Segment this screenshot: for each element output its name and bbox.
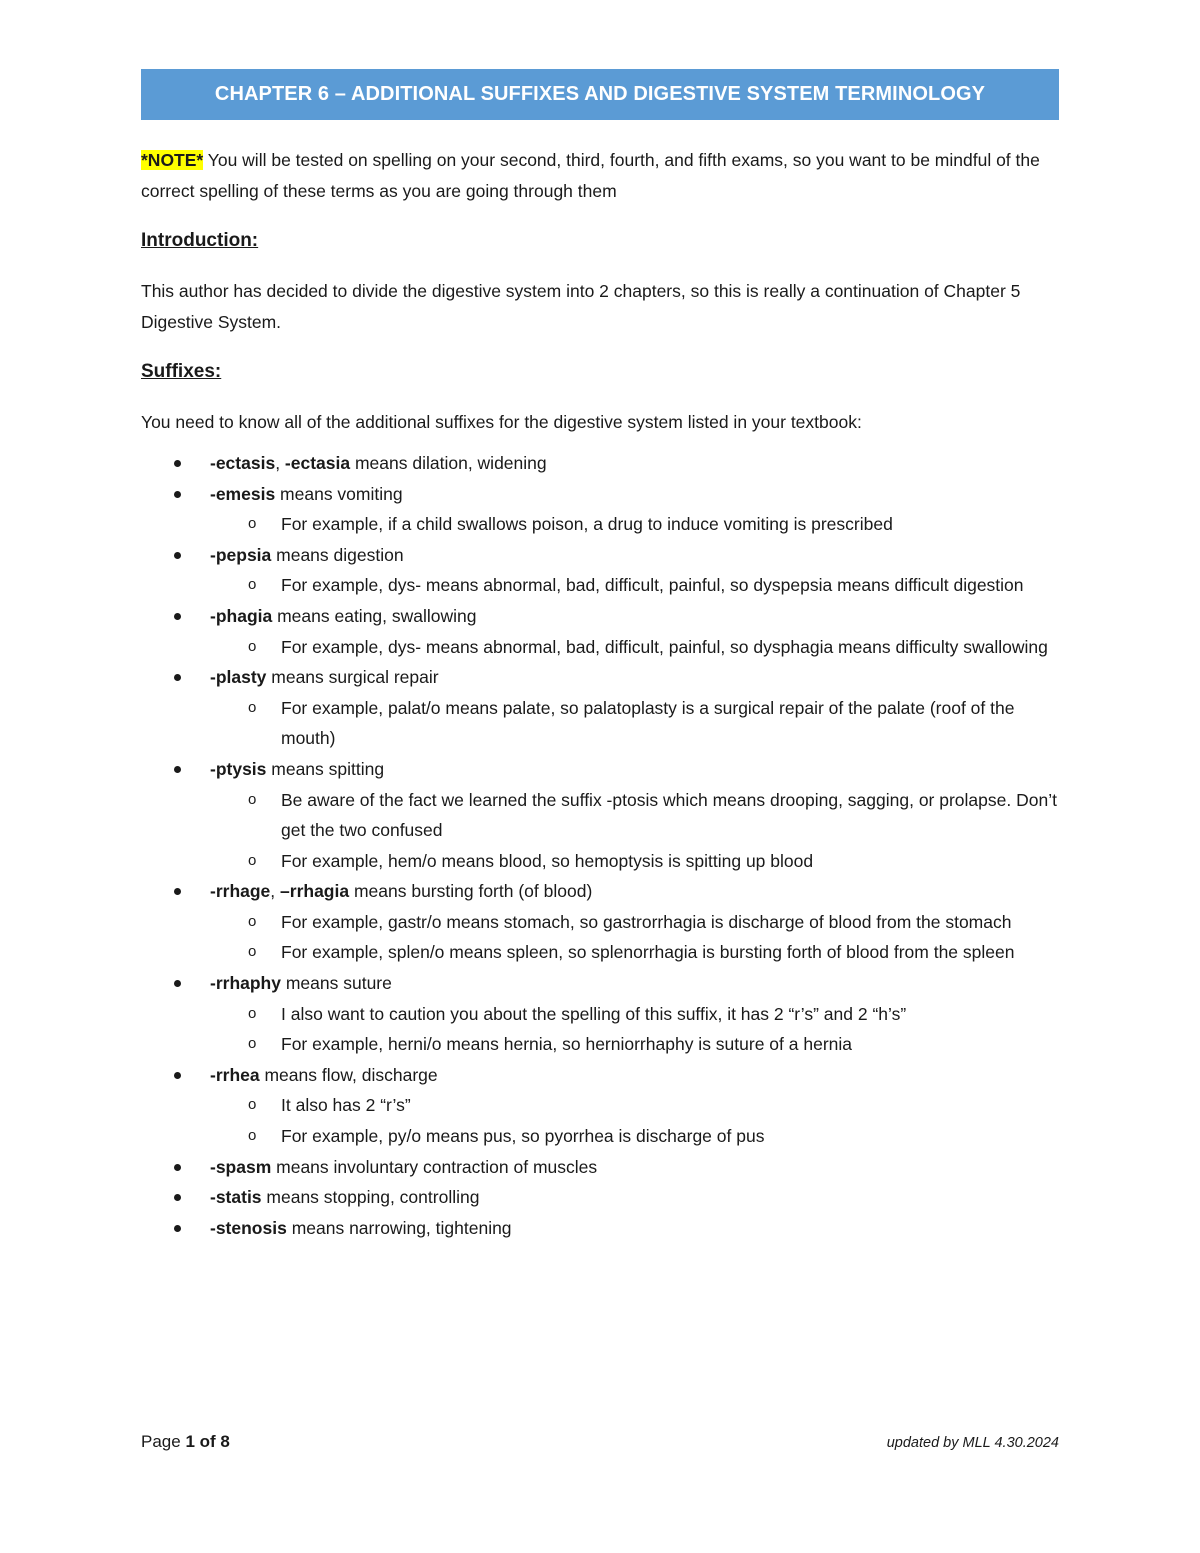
example-item [209, 693, 1059, 754]
suffix-term: -ectasis [210, 452, 276, 473]
document-body [141, 145, 1059, 1243]
example-text: For example, dys- means abnormal, bad, difficult, painful, so dyspepsia means difficult digestion [281, 575, 1024, 596]
suffix-term: -rrhaphy [210, 973, 281, 994]
suffix-meaning: means digestion [271, 544, 404, 565]
example-item [209, 632, 1059, 663]
example-text: I also want to caution you about the spelling of this suffix, it has 2 “r’s” and 2 “h’s” [281, 1003, 907, 1024]
suffix-meaning: means narrowing, tightening [286, 1217, 512, 1238]
suffix-item [141, 540, 1059, 601]
bullet-icon [174, 460, 181, 467]
suffix-item [141, 1152, 1059, 1183]
example-text: For example, hem/o means blood, so hemoptysis is spitting up blood [281, 850, 814, 871]
example-item [209, 785, 1059, 846]
bullet-icon [174, 766, 181, 773]
introduction-text: This author has decided to divide the digestive system into 2 chapters, so this is really a continuation of Chapter 5 Digestive System. [141, 281, 1021, 332]
circle-bullet-icon: o [248, 576, 257, 594]
example-item [209, 1121, 1059, 1152]
example-item [209, 1029, 1059, 1060]
example-item [209, 509, 1059, 540]
example-text: For example, if a child swallows poison, a drug to induce vomiting is prescribed [281, 514, 893, 535]
circle-bullet-icon: o [248, 790, 257, 808]
introduction-heading: Introduction: [141, 230, 259, 252]
circle-bullet-icon: o [248, 698, 257, 716]
suffix-meaning: means flow, discharge [259, 1064, 438, 1085]
suffix-term: -stenosis [210, 1217, 287, 1238]
suffix-item [141, 479, 1059, 540]
example-item [209, 907, 1059, 938]
example-list [210, 999, 1059, 1060]
suffix-item [141, 601, 1059, 662]
example-list [210, 1090, 1059, 1151]
example-text: For example, herni/o means hernia, so herniorrhaphy is suture of a hernia [281, 1034, 852, 1055]
suffix-meaning: means involuntary contraction of muscles [271, 1156, 598, 1177]
circle-bullet-icon: o [248, 1004, 257, 1022]
bullet-icon [174, 1164, 181, 1171]
note-label: *NOTE* [141, 150, 204, 170]
page-num: 1 [185, 1432, 195, 1451]
suffix-meaning: means bursting forth (of blood) [349, 881, 593, 902]
example-list [210, 693, 1059, 754]
note-paragraph [141, 145, 1059, 206]
bullet-icon [174, 613, 181, 620]
page-prefix: Page [141, 1432, 186, 1451]
bullet-icon [174, 980, 181, 987]
suffix-item [141, 662, 1059, 754]
circle-bullet-icon: o [248, 515, 257, 533]
example-list [210, 632, 1059, 663]
suffix-item [141, 1060, 1059, 1152]
circle-bullet-icon: o [248, 943, 257, 961]
suffix-separator: , [270, 881, 281, 902]
suffix-meaning: means vomiting [275, 483, 403, 504]
example-list [210, 785, 1059, 877]
example-item [209, 999, 1059, 1030]
suffixes-heading: Suffixes: [141, 361, 222, 383]
suffix-meaning: means surgical repair [266, 667, 439, 688]
suffix-item [141, 1182, 1059, 1213]
suffix-term: -plasty [210, 667, 267, 688]
example-item [209, 937, 1059, 968]
suffix-term: -ptysis [210, 758, 267, 779]
bullet-icon [174, 552, 181, 559]
circle-bullet-icon: o [248, 637, 257, 655]
example-text: For example, dys- means abnormal, bad, difficult, painful, so dysphagia means difficulty swallowing [281, 636, 1048, 657]
note-text: You will be tested on spelling on your second, third, fourth, and fifth exams, so you want to be mindful of the correct spelling of these terms as you are going through them [141, 150, 1040, 201]
example-item [209, 570, 1059, 601]
suffix-term: -spasm [210, 1156, 272, 1177]
circle-bullet-icon: o [248, 1096, 257, 1114]
example-text: Be aware of the fact we learned the suffix -ptosis which means drooping, sagging, or prolapse. Don’t get the two confused [281, 789, 1057, 841]
suffix-term: -pepsia [210, 544, 272, 565]
suffix-item [141, 876, 1059, 968]
suffix-term: -phagia [210, 605, 273, 626]
example-list [210, 907, 1059, 968]
suffix-meaning: means suture [280, 973, 392, 994]
suffix-term: -emesis [210, 483, 276, 504]
example-list [210, 570, 1059, 601]
chapter-title: CHAPTER 6 – ADDITIONAL SUFFIXES AND DIGESTIVE SYSTEM TERMINOLOGY [141, 69, 1059, 120]
example-text: For example, gastr/o means stomach, so gastrorrhagia is discharge of blood from the stomach [281, 911, 1012, 932]
bullet-icon [174, 491, 181, 498]
page-of: of [194, 1432, 221, 1451]
bullet-icon [174, 1072, 181, 1079]
page-total: 8 [220, 1432, 230, 1451]
bullet-icon [174, 674, 181, 681]
example-text: It also has 2 “r’s” [281, 1095, 411, 1116]
suffix-meaning: means stopping, controlling [261, 1187, 480, 1208]
bullet-icon [174, 1194, 181, 1201]
suffix-item [141, 448, 1059, 479]
suffix-list [141, 448, 1059, 1243]
suffix-item [141, 1213, 1059, 1244]
suffix-item [141, 754, 1059, 876]
example-text: For example, splen/o means spleen, so splenorrhagia is bursting forth of blood from the spleen [281, 942, 1015, 963]
suffix-meaning: means dilation, widening [350, 452, 547, 473]
example-text: For example, py/o means pus, so pyorrhea is discharge of pus [281, 1126, 765, 1147]
suffixes-intro: You need to know all of the additional suffixes for the digestive system listed in your textbook: [141, 412, 862, 433]
example-item [209, 846, 1059, 877]
suffix-term: -rrhea [210, 1064, 260, 1085]
suffix-meaning: means spitting [266, 758, 385, 779]
suffix-term: -statis [210, 1187, 262, 1208]
circle-bullet-icon: o [248, 1127, 257, 1145]
suffix-meaning: means eating, swallowing [272, 605, 477, 626]
suffix-term: -rrhage [210, 881, 271, 902]
page-footer [141, 1432, 1059, 1452]
example-text: For example, palat/o means palate, so palatoplasty is a surgical repair of the palate (roof of the mouth) [281, 697, 1015, 749]
suffix-separator: , [275, 452, 285, 473]
updated-note: updated by MLL 4.30.2024 [886, 1435, 1059, 1451]
suffix-item [141, 968, 1059, 1060]
circle-bullet-icon: o [248, 851, 257, 869]
bullet-icon [174, 888, 181, 895]
circle-bullet-icon: o [248, 1035, 257, 1053]
suffix-term-alt: -ectasia [284, 452, 351, 473]
circle-bullet-icon: o [248, 912, 257, 930]
example-list [210, 509, 1059, 540]
page-number [141, 1432, 230, 1452]
suffix-term-alt: –rrhagia [280, 881, 350, 902]
example-item [209, 1090, 1059, 1121]
bullet-icon [174, 1225, 181, 1232]
